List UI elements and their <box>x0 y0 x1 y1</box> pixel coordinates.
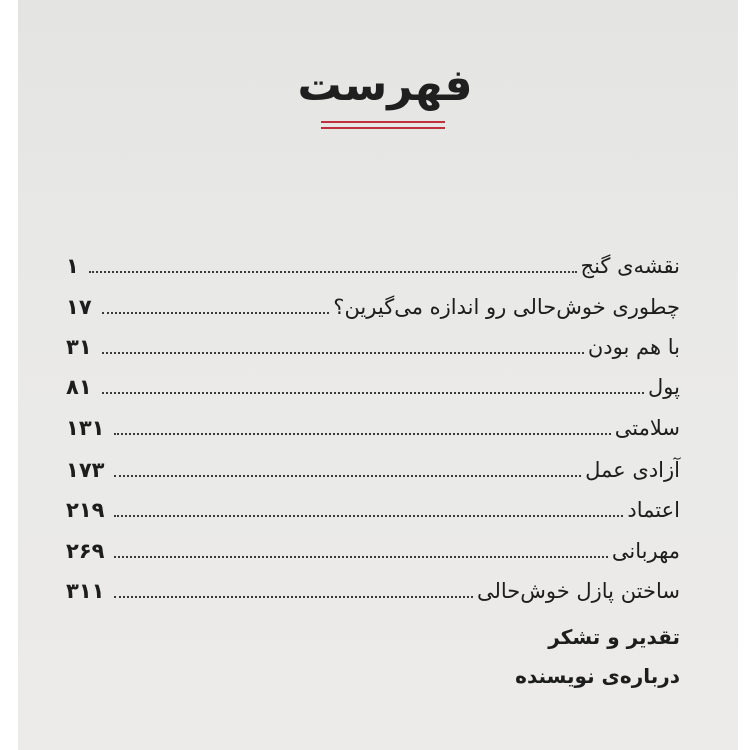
toc-entry-page: ۲۱۹ <box>66 498 105 522</box>
toc-entry[interactable] <box>66 532 680 566</box>
toc-entry-page: ۱ <box>66 254 79 278</box>
toc-entry[interactable] <box>66 288 680 322</box>
toc-entry-title: مهربانی <box>611 539 680 563</box>
toc-extra-about-author[interactable]: درباره‌ی نویسنده <box>515 664 680 688</box>
toc-entry-page: ۱۷۳ <box>66 458 105 482</box>
toc-leader-dots <box>102 352 584 354</box>
toc-entry[interactable] <box>66 247 680 281</box>
toc-entry[interactable] <box>66 328 680 362</box>
toc-leader-dots <box>89 271 577 273</box>
toc-entry-title: چطوری خوش‌حالی رو اندازه می‌گیرین؟ <box>333 295 680 319</box>
toc-leader-dots <box>102 392 644 394</box>
toc-entry-title: نقشه‌ی گنج <box>580 254 680 278</box>
page-title: فهرست <box>297 60 473 111</box>
toc-entry-page: ۲۶۹ <box>66 539 105 563</box>
toc-entry-title: سلامتی <box>614 416 680 440</box>
toc-entry-title: ساختن پازل خوش‌حالی <box>476 579 680 603</box>
title-underline-top <box>321 121 445 123</box>
toc-entry-page: ۸۱ <box>66 375 92 399</box>
toc-entry-title: آزادی عمل <box>585 458 680 482</box>
toc-leader-dots <box>114 515 623 517</box>
toc-extra-acknowledgements[interactable]: تقدیر و تشکر <box>548 625 680 649</box>
toc-leader-dots <box>114 596 473 598</box>
toc-entry[interactable] <box>66 409 680 443</box>
title-underline <box>321 121 445 133</box>
toc-entry-page: ۱۷ <box>66 295 92 319</box>
toc-leader-dots <box>114 556 607 558</box>
toc-entry[interactable] <box>66 572 680 606</box>
toc-entry[interactable] <box>66 491 680 525</box>
toc-entry-title: پول <box>648 375 680 399</box>
toc-entry-page: ۳۱۱ <box>66 579 105 603</box>
toc-leader-dots <box>114 475 581 477</box>
toc-leader-dots <box>102 312 330 314</box>
title-underline-bottom <box>321 127 445 129</box>
toc-entry-page: ۱۳۱ <box>66 416 105 440</box>
toc-entry-page: ۳۱ <box>66 335 92 359</box>
toc-entry-title: اعتماد <box>627 498 680 522</box>
toc-entry[interactable] <box>66 451 680 485</box>
toc-entry[interactable] <box>66 368 680 402</box>
toc-leader-dots <box>114 433 610 435</box>
toc-entry-title: با هم بودن <box>587 335 680 359</box>
